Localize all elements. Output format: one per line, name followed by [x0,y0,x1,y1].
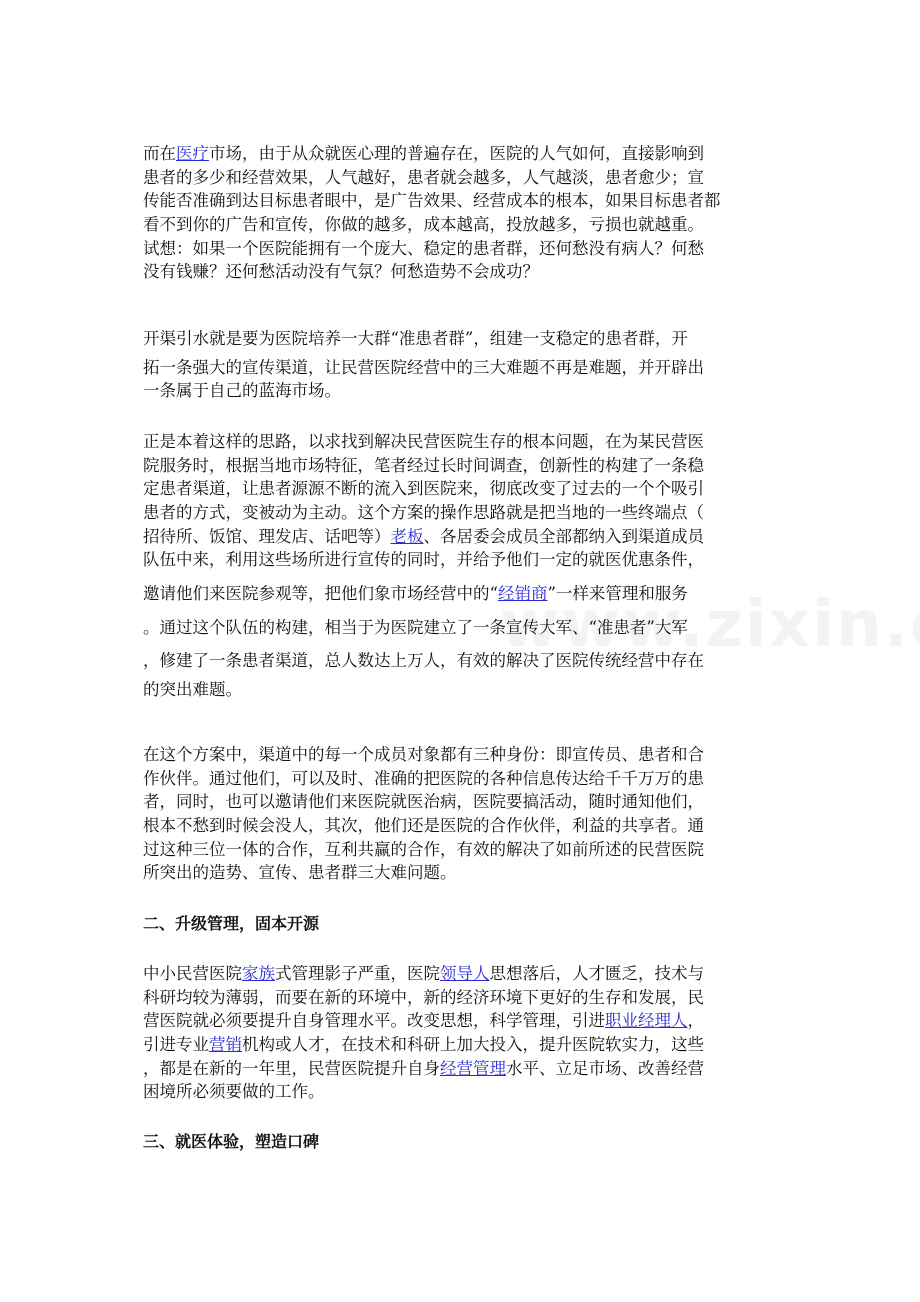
text-line: 没有钱赚？还何愁活动没有气氛？何愁造势不会成功？ [143,262,539,282]
section-heading-2: 二、升级管理，固本开源 [143,914,320,933]
text-line: 患者的多少和经营效果，人气越好，患者就会越多，人气越淡，患者愈少；宣 [143,167,704,187]
text-line: 根本不愁到时候会没人，其次，他们还是医院的合作伙伴，利益的共享者。通 [143,816,704,836]
paragraph-channel [143,322,783,403]
text-line: 院服务时，根据当地市场特征，笔者经过长时间调查，创新性的构建了一条稳 [143,455,704,475]
text-line: 引进专业营销机构或人才，在技术和科研上加大投入，提升医院软实力，这些 [143,1035,704,1055]
text-line: 邀请他们来医院参观等，把他们象市场经营中的“经销商”一样来管理和服务 [143,584,688,604]
text-line: ，都是在新的一年里，民营医院提升自身经营管理水平、立足市场、改善经营 [143,1058,704,1078]
text-line: 科研均较为薄弱，而要在新的环境中，新的经济环境下更好的生存和发展，民 [143,987,704,1007]
text-line: 传能否准确到达目标患者眼中，是广告效果、经营成本的根本，如果目标患者都 [143,191,721,211]
text-line: 营医院就必须要提升自身管理水平。改变思想，科学管理，引进职业经理人， [143,1011,704,1031]
text-line: 者，同时，也可以邀请他们来医院就医治病，医院要搞活动，随时通知他们， [143,792,704,812]
text-line: 看不到你的广告和宣传，你做的越多，成本越高，投放越多，亏损也就越重。 [143,215,704,235]
text-line: 定患者渠道，让患者源源不断的流入到医院来，彻底改变了过去的一个个吸引 [143,479,704,499]
inline-link[interactable]: 经销商 [497,584,548,604]
text-line: 作伙伴。通过他们，可以及时、准确的把医院的各种信息传达给千千万万的患 [143,768,704,788]
text-line: 所突出的造势、宣传、患者群三大难问题。 [143,863,457,883]
text-line: 试想：如果一个医院能拥有一个庞大、稳定的患者群，还何愁没有病人？何愁 [143,238,704,258]
inline-link[interactable]: 老板 [390,526,424,546]
text-line: 招待所、饭馆、理发店、话吧等）老板、各居委会成员全部都纳入到渠道成员 [143,526,704,546]
text-line: 患者的方式，变被动为主动。这个方案的操作思路就是把当地的一些终端点（ [143,503,704,523]
text-line: 中小民营医院家族式管理影子严重，医院领导人思想落后，人才匮乏，技术与 [143,964,704,983]
paragraph-intro [143,142,783,284]
text-line: 正是本着这样的思路，以求找到解决民营医院生存的根本问题，在为某民营医 [143,432,704,451]
inline-link[interactable]: 职业经理人 [605,1011,688,1031]
paragraph-approach [143,430,783,701]
inline-link[interactable]: 医疗 [176,144,209,163]
text-line: 过这种三位一体的合作，互利共赢的合作，有效的解决了如前所述的民营医院 [143,839,704,859]
paragraph-roles [143,743,783,885]
text-line: 拓一条强大的宣传渠道，让民营医院经营中的三大难题不再是难题，并开辟出 [143,357,704,377]
text-line: 的突出难题。 [143,679,242,699]
text-line: 。通过这个队伍的构建，相当于为医院建立了一条宣传大军、“准患者”大军 [143,617,688,637]
paragraph-management [143,962,783,1104]
section-heading-3: 三、就医体验，塑造口碑 [143,1132,320,1151]
text-line: 困境所必须要做的工作。 [143,1082,325,1102]
inline-link[interactable]: 领导人 [440,964,490,983]
text-line: ，修建了一条患者渠道，总人数达上万人，有效的解决了医院传统经营中存在 [143,651,704,671]
text-line: 在这个方案中，渠道中的每一个成员对象都有三种身份：即宣传员、患者和合 [143,745,704,764]
inline-link[interactable]: 经营管理 [440,1058,506,1078]
text-line: 开渠引水就是要为医院培养一大群“准患者群”，组建一支稳定的患者群，开 [143,329,688,348]
inline-link[interactable]: 家族 [242,964,275,983]
text-line: 一条属于自己的蓝海市场。 [143,381,341,401]
text-line: 队伍中来，利用这些场所进行宣传的同时，并给予他们一定的就医优惠条件， [143,550,704,570]
inline-link[interactable]: 营销 [209,1035,242,1055]
text-line: 而在医疗市场，由于从众就医心理的普遍存在，医院的人气如何，直接影响到 [143,144,704,163]
